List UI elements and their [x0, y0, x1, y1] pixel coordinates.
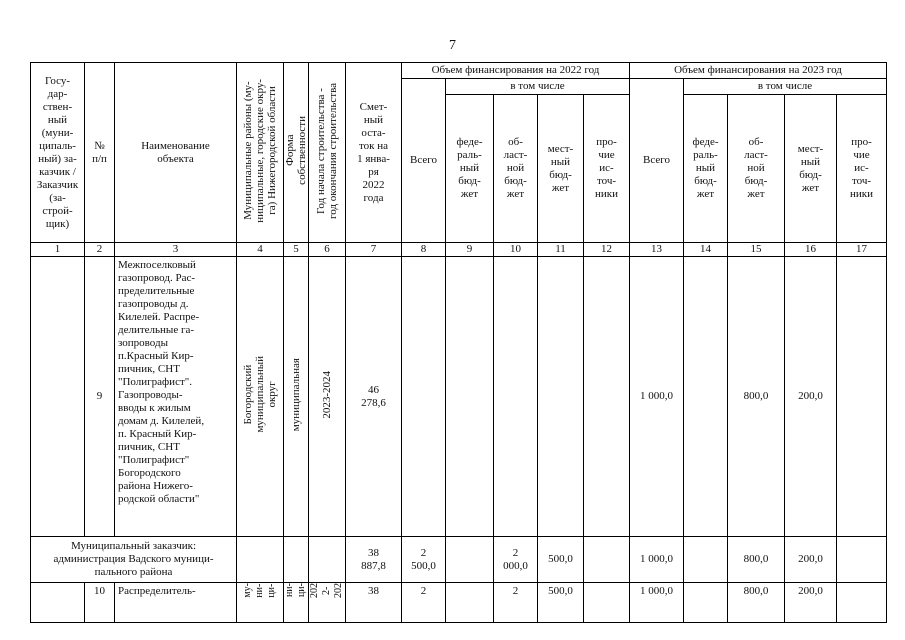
- column-number: 17: [837, 243, 887, 257]
- years-cell: [309, 537, 346, 583]
- regional-2022: [494, 257, 538, 537]
- column-number: 14: [684, 243, 728, 257]
- years-cell: 2023-2024: [309, 257, 346, 537]
- federal-2022: [446, 537, 494, 583]
- other-2022: [584, 257, 630, 537]
- column-number: 13: [630, 243, 684, 257]
- district-cell: [237, 537, 284, 583]
- column-number: 16: [785, 243, 837, 257]
- total-2022: 2 500,0: [402, 537, 446, 583]
- header-balance: Смет- ный оста- ток на 1 янва- ря 2022 года: [346, 63, 402, 243]
- column-number: 8: [402, 243, 446, 257]
- column-number: 10: [494, 243, 538, 257]
- total-2023: 1 000,0: [630, 537, 684, 583]
- row-number: 10: [85, 583, 115, 623]
- federal-2023: [684, 257, 728, 537]
- total-2023: 1 000,0: [630, 583, 684, 623]
- other-2023: [837, 257, 887, 537]
- header-ownership: Форма собственности: [284, 63, 309, 243]
- district-cell: Богородский муниципальный округ: [237, 257, 284, 537]
- other-2023: [837, 583, 887, 623]
- local-2022: 500,0: [538, 537, 584, 583]
- summary-row: [31, 537, 887, 583]
- budget-table: [30, 62, 887, 623]
- header-federal-2023: феде- раль- ный бюд- жет: [684, 95, 728, 243]
- table-row: [31, 583, 887, 623]
- header-regional-2023: об- ласт- ной бюд- жет: [728, 95, 785, 243]
- object-name: Межпоселковый газопровод. Рас- пределительные газопроводы д. Килелей. Распре- делительные га- зопроводы п.Красный Кир- пичник, СНТ "Полиграфист". Газопроводы- вводы к жилым домам д. Килелей, п. Красный Кир- пичник, СНТ "Полиграфист" Богородского района Нижего- родской области": [115, 257, 237, 537]
- column-number: 3: [115, 243, 237, 257]
- header-regional-2022: об- ласт- ной бюд- жет: [494, 95, 538, 243]
- column-number: 15: [728, 243, 785, 257]
- column-number: 2: [85, 243, 115, 257]
- local-2022: 500,0: [538, 583, 584, 623]
- regional-2022: 2 000,0: [494, 537, 538, 583]
- ownership-cell: ни- ци-: [284, 583, 309, 623]
- column-number-row: [31, 243, 887, 257]
- column-number: 11: [538, 243, 584, 257]
- other-2022: [584, 537, 630, 583]
- header-years: Год начала строительства - год окончания строительства: [309, 63, 346, 243]
- regional-2023: 800,0: [728, 537, 785, 583]
- column-number: 7: [346, 243, 402, 257]
- object-name: Распределитель-: [115, 583, 237, 623]
- column-number: 1: [31, 243, 85, 257]
- years-cell: 202 2- 202: [309, 583, 346, 623]
- header-fin-2023: Объем финансирования на 2023 год: [630, 63, 887, 79]
- header-object-name: Наименование объекта: [115, 63, 237, 243]
- header-incl-2023: в том числе: [684, 79, 887, 95]
- ownership-cell: [284, 537, 309, 583]
- header-other-2023: про- чие ис- точ- ники: [837, 95, 887, 243]
- summary-label: Муниципальный заказчик: администрация Вадского муници- пального района: [31, 537, 237, 583]
- header-district: Муниципальные районы (му- ниципальные, городские окру- га) Нижегородской области: [237, 63, 284, 243]
- customer-cell: [31, 257, 85, 537]
- total-2022: 2: [402, 583, 446, 623]
- page-number: 7: [449, 38, 456, 53]
- local-2023: 200,0: [785, 583, 837, 623]
- header-fin-2022: Объем финансирования на 2022 год: [402, 63, 630, 79]
- regional-2023: 800,0: [728, 583, 785, 623]
- ownership-cell: муниципальная: [284, 257, 309, 537]
- header-total-2023: Всего: [630, 79, 684, 243]
- column-number: 9: [446, 243, 494, 257]
- header-incl-2022: в том числе: [446, 79, 630, 95]
- balance-cell: 46 278,6: [346, 257, 402, 537]
- federal-2023: [684, 583, 728, 623]
- header-customer: Госу- дар- ствен- ный (муни- ципаль- ный) за- казчик / Заказчик (за- строй- щик): [31, 63, 85, 243]
- customer-cell: [31, 583, 85, 623]
- header-other-2022: про- чие ис- точ- ники: [584, 95, 630, 243]
- row-number: 9: [85, 257, 115, 537]
- local-2023: 200,0: [785, 257, 837, 537]
- federal-2023: [684, 537, 728, 583]
- header-local-2023: мест- ный бюд- жет: [785, 95, 837, 243]
- other-2023: [837, 537, 887, 583]
- header-total-2022: Всего: [402, 79, 446, 243]
- local-2023: 200,0: [785, 537, 837, 583]
- total-2022: [402, 257, 446, 537]
- regional-2022: 2: [494, 583, 538, 623]
- header-local-2022: мест- ный бюд- жет: [538, 95, 584, 243]
- header-federal-2022: феде- раль- ный бюд- жет: [446, 95, 494, 243]
- balance-cell: 38 887,8: [346, 537, 402, 583]
- regional-2023: 800,0: [728, 257, 785, 537]
- column-number: 5: [284, 243, 309, 257]
- column-number: 12: [584, 243, 630, 257]
- federal-2022: [446, 257, 494, 537]
- balance-cell: 38: [346, 583, 402, 623]
- header-number: № п/п: [85, 63, 115, 243]
- federal-2022: [446, 583, 494, 623]
- total-2023: 1 000,0: [630, 257, 684, 537]
- table-row: [31, 257, 887, 537]
- column-number: 4: [237, 243, 284, 257]
- other-2022: [584, 583, 630, 623]
- district-cell: му- ни- ци-: [237, 583, 284, 623]
- local-2022: [538, 257, 584, 537]
- column-number: 6: [309, 243, 346, 257]
